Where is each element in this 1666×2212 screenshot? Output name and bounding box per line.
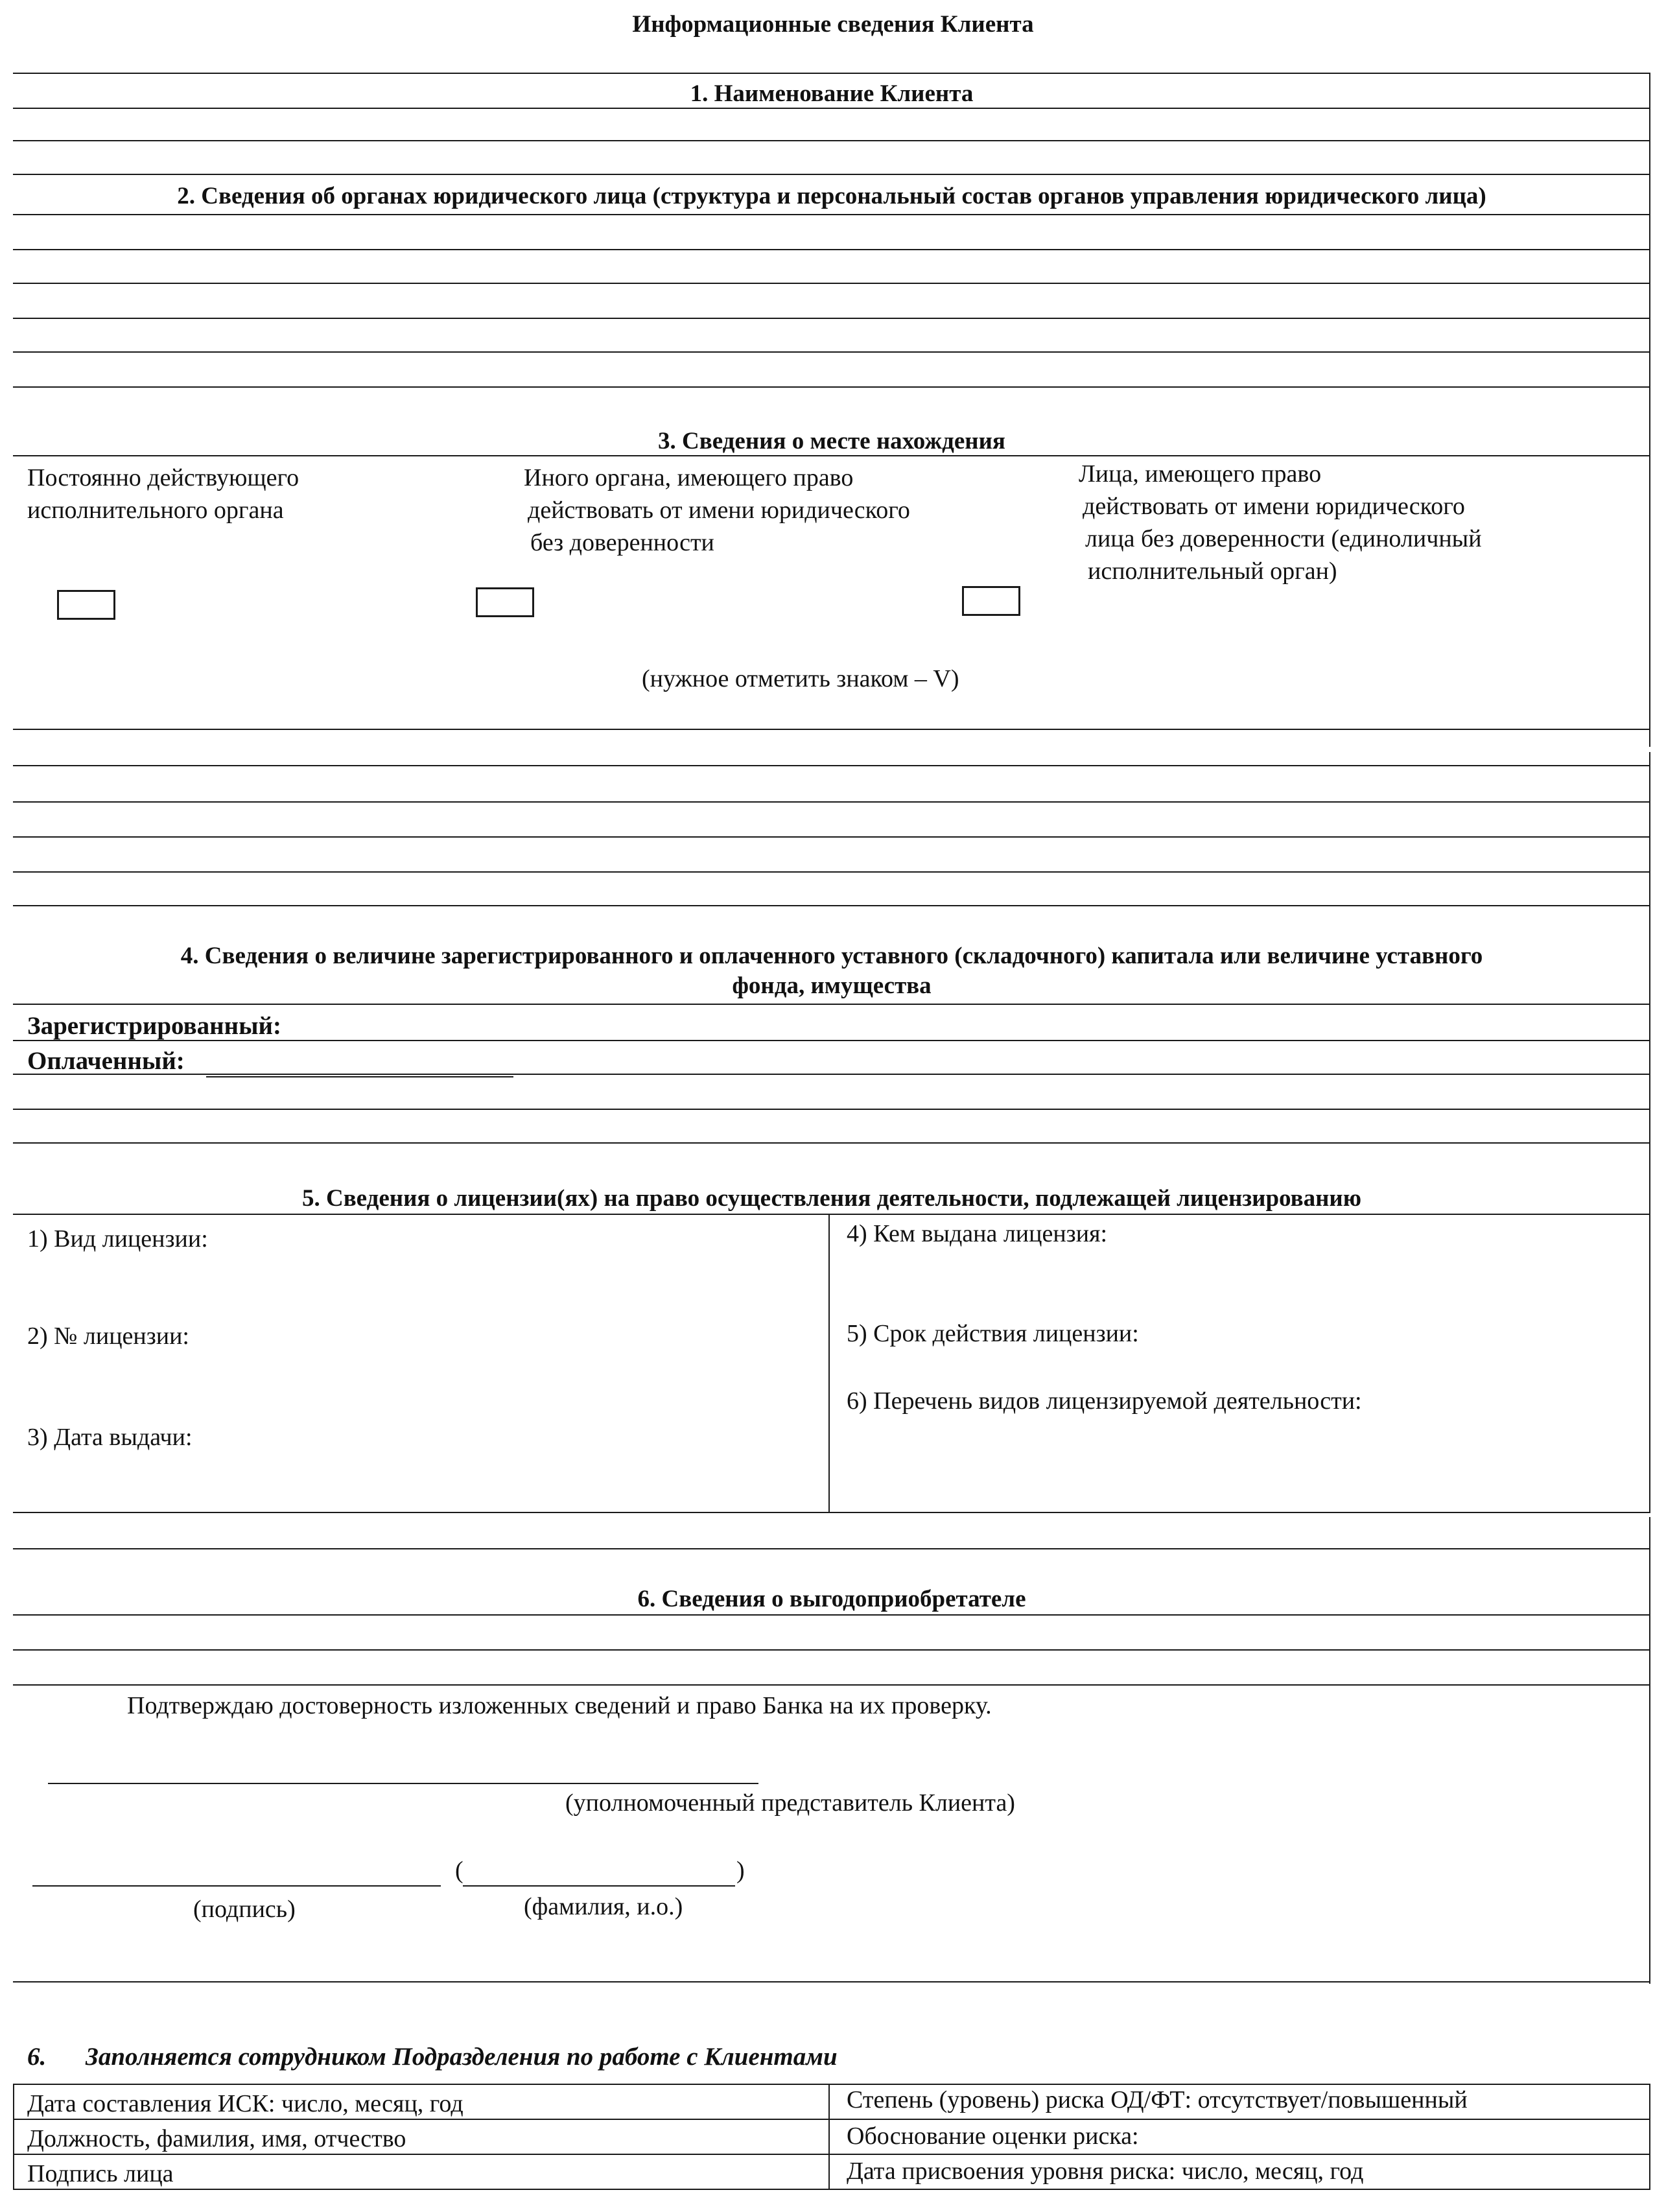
right-border xyxy=(1649,73,1650,747)
heading-line: фонда, имущества xyxy=(732,972,932,999)
section-1-heading: 1. Наименование Клиента xyxy=(690,80,974,107)
option-text: исполнительного органа xyxy=(27,497,284,524)
rule xyxy=(13,1074,1650,1075)
license-issuer-label: 4) Кем выдана лицензия: xyxy=(847,1220,1108,1247)
heading-line: 4. Сведения о величине зарегистрированного и оплаченного уставного (складочного) капитала или величине уставного xyxy=(180,943,1483,969)
signature-input[interactable] xyxy=(32,1885,441,1887)
paid-capital-input[interactable] xyxy=(206,1076,513,1077)
field-line[interactable] xyxy=(13,905,1650,906)
section-3-heading: 3. Сведения о месте нахождения xyxy=(658,428,1005,454)
employee-name-cell: Должность, фамилия, имя, отчество xyxy=(27,2125,406,2152)
name-input[interactable] xyxy=(463,1885,735,1887)
rule xyxy=(13,1004,1650,1005)
rule xyxy=(13,1040,1650,1041)
option-text: Лица, имеющего право xyxy=(1079,460,1322,488)
rule xyxy=(13,73,1650,74)
representative-caption: (уполномоченный представитель Клиента) xyxy=(565,1789,1015,1817)
rule xyxy=(13,1214,1650,1215)
staff-section-number: 6. xyxy=(27,2043,47,2071)
option-text: действовать от имени юридического xyxy=(1083,493,1465,520)
field-line[interactable] xyxy=(13,1649,1650,1651)
risk-date-cell: Дата присвоения уровня риска: число, месяц, год xyxy=(847,2158,1364,2185)
checkbox-executive[interactable] xyxy=(57,590,115,620)
rule xyxy=(13,1512,1650,1513)
option-text: исполнительный орган) xyxy=(1088,558,1337,585)
field-line[interactable] xyxy=(13,174,1650,175)
option-text: Иного органа, имеющего право xyxy=(524,464,854,491)
right-border xyxy=(1649,1517,1650,1984)
isk-date-cell: Дата составления ИСК: число, месяц, год xyxy=(27,2090,463,2117)
table-bottom xyxy=(13,2189,1650,2190)
paren-open: ( xyxy=(455,1857,463,1884)
rule xyxy=(13,1981,1650,1983)
location-option-executive xyxy=(27,462,299,526)
checkbox-person[interactable] xyxy=(962,586,1020,616)
paren-close: ) xyxy=(736,1857,745,1884)
field-line[interactable] xyxy=(13,318,1650,319)
rule xyxy=(13,1614,1650,1616)
page-title: Информационные сведения Клиента xyxy=(632,11,1034,38)
section-2-heading: 2. Сведения об органах юридического лица (структура и персональный состав органов управления юридического лица) xyxy=(177,183,1486,209)
risk-level-cell: Степень (уровень) риска ОД/ФТ: отсутствует/повышенный xyxy=(847,2086,1468,2113)
option-text: Постоянно действующего xyxy=(27,464,299,491)
signature-caption: (подпись) xyxy=(193,1896,296,1923)
rule xyxy=(13,214,1650,215)
employee-signature-cell: Подпись лица xyxy=(27,2160,174,2187)
field-line[interactable] xyxy=(13,729,1650,730)
section-6-heading: 6. Сведения о выгодоприобретателе xyxy=(637,1586,1026,1612)
license-type-label: 1) Вид лицензии: xyxy=(27,1225,208,1253)
location-option-other-organ xyxy=(524,462,910,559)
mark-note: (нужное отметить знаком – V) xyxy=(642,665,959,692)
section-5-heading: 5. Сведения о лицензии(ях) на право осуществления деятельности, подлежащей лицензированию xyxy=(301,1185,1362,1212)
field-line[interactable] xyxy=(13,871,1650,873)
rule xyxy=(13,455,1650,456)
field-line[interactable] xyxy=(13,765,1650,766)
field-line[interactable] xyxy=(13,351,1650,353)
option-text: без доверенности xyxy=(530,529,714,556)
staff-section-heading: Заполняется сотрудником Подразделения по работе с Клиентами xyxy=(86,2043,838,2071)
confirmation-text: Подтверждаю достоверность изложенных сведений и право Банка на их проверку. xyxy=(127,1692,992,1719)
license-divider xyxy=(828,1214,830,1512)
field-line[interactable] xyxy=(13,249,1650,250)
table-border-left xyxy=(13,2084,14,2189)
license-issue-date-label: 3) Дата выдачи: xyxy=(27,1424,193,1451)
field-line[interactable] xyxy=(13,1684,1650,1686)
checkbox-other-organ[interactable] xyxy=(476,587,534,617)
field-line[interactable] xyxy=(13,1142,1650,1144)
section-4-heading xyxy=(13,941,1650,1001)
field-line[interactable] xyxy=(13,836,1650,838)
field-line[interactable] xyxy=(13,386,1650,388)
field-line[interactable] xyxy=(13,1109,1650,1110)
licensed-activities-label: 6) Перечень видов лицензируемой деятельности: xyxy=(847,1387,1362,1415)
right-border xyxy=(1649,752,1650,1512)
option-text: действовать от имени юридического xyxy=(528,497,910,524)
rule xyxy=(13,108,1650,109)
table-divider xyxy=(828,2084,830,2189)
field-line[interactable] xyxy=(13,801,1650,803)
license-validity-label: 5) Срок действия лицензии: xyxy=(847,1320,1139,1347)
table-border-right xyxy=(1649,2084,1650,2189)
name-caption: (фамилия, и.о.) xyxy=(524,1893,683,1920)
paid-capital-label: Оплаченный: xyxy=(27,1047,185,1075)
registered-capital-label: Зарегистрированный: xyxy=(27,1012,281,1040)
field-line[interactable] xyxy=(13,283,1650,284)
field-line[interactable] xyxy=(13,1548,1650,1549)
option-text: лица без доверенности (единоличный xyxy=(1085,525,1482,552)
location-option-person xyxy=(1079,458,1482,587)
representative-input[interactable] xyxy=(48,1783,758,1784)
risk-justification-cell: Обоснование оценки риска: xyxy=(847,2123,1139,2150)
field-line[interactable] xyxy=(13,140,1650,141)
license-number-label: 2) № лицензии: xyxy=(27,1323,189,1350)
